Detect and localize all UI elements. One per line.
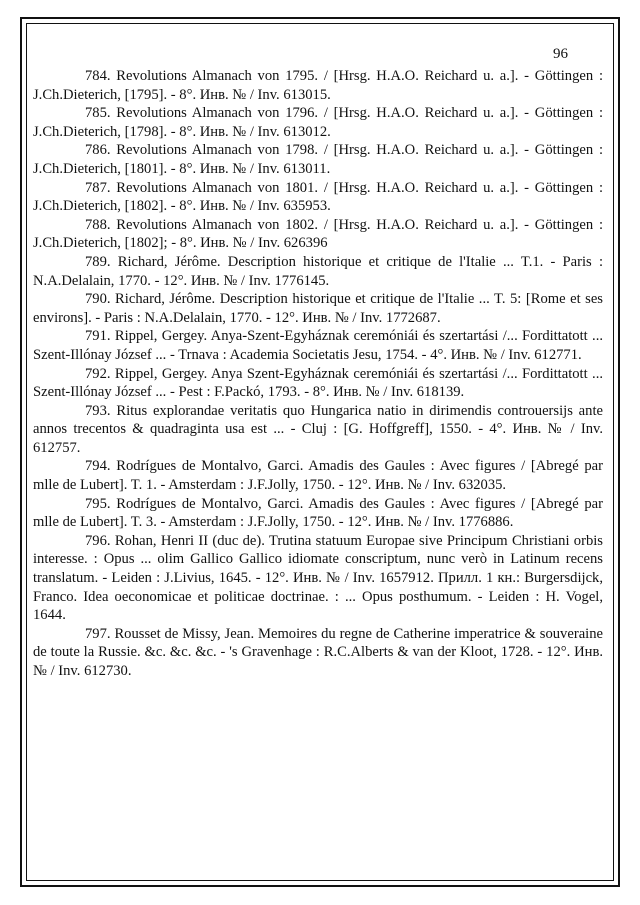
- catalog-entry: 785. Revolutions Almanach von 1796. / [Hrsg. H.A.O. Reichard u. a.]. - Göttingen : J.Ch.Dieterich, [1798]. - 8°. Инв. № / Inv. 613012.: [33, 105, 603, 140]
- catalog-entry: 794. Rodrígues de Montalvo, Garci. Amadis des Gaules : Avec figures / [Abregé par mlle de Lubert]. T. 1. - Amsterdam : J.F.Jolly, 1750. - 12°. Инв. № / Inv. 632035.: [33, 458, 603, 494]
- catalog-entry: 790. Richard, Jérôme. Description historique et critique de l'Italie ... T. 5: [Rome et ses environs]. - Paris : N.A.Delalain, 1770. - 12°. Инв. № / Inv. 1772687.: [33, 291, 603, 326]
- catalog-entry: 789. Richard, Jérôme. Description historique et critique de l'Italie ... T.1. - Paris : N.A.Delalain, 1770. - 12°. Инв. № / Inv. 1776145.: [33, 253, 603, 289]
- catalog-entry: 795. Rodrígues de Montalvo, Garci. Amadis des Gaules : Avec figures / [Abregé par mlle de Lubert]. T. 3. - Amsterdam : J.F.Jolly, 1750. - 12°. Инв. № / Inv. 1776886.: [33, 495, 603, 531]
- catalog-entries: [33, 67, 603, 681]
- catalog-entry: 796. Rohan, Henri II (duc de). Trutina statuum Europae sive Principum Christiani orbis interesse. : Opus ... olim Gallico Gallico idiomate conscriptum, nunc verò in Latinum recens translatum. - Leiden : J.Livius, 1645. - 12°. Инв. № / Inv. 1657912. Прилл. 1 кн.: Burgersdijck, Franco. Idea oeconomicae et politicae doctrinae. : ... Opus posthumum. - Leiden : H. Vogel, 1644.: [33, 532, 603, 624]
- catalog-entry: 797. Rousset de Missy, Jean. Memoires du regne de Catherine imperatrice & souveraine de toute la Russie. &c. &c. &c. - 's Gravenhage : R.C.Alberts & van der Kloot, 1728. - 12°. Инв. № / Inv. 612730.: [33, 625, 603, 679]
- catalog-entry: 791. Rippel, Gergey. Anya-Szent-Egyháznak ceremóniái és szertartási /... Fordittatott ... Szent-Illónay József ... - Trnava : Academia Societatis Jesu, 1754. - 4°. Инв. № / Inv. 612771.: [33, 328, 603, 363]
- catalog-entry: 784. Revolutions Almanach von 1795. / [Hrsg. H.A.O. Reichard u. a.]. - Göttingen : J.Ch.Dieterich, [1795]. - 8°. Инв. № / Inv. 613015.: [33, 68, 603, 103]
- catalog-entry: 787. Revolutions Almanach von 1801. / [Hrsg. H.A.O. Reichard u. a.]. - Göttingen : J.Ch.Dieterich, [1802]. - 8°. Инв. № / Inv. 635953.: [33, 179, 603, 215]
- catalog-entry: 788. Revolutions Almanach von 1802. / [Hrsg. H.A.O. Reichard u. a.]. - Göttingen : J.Ch.Dieterich, [1802]; - 8°. Инв. № / Inv. 626396: [33, 216, 603, 252]
- page-number: 96: [553, 46, 568, 62]
- catalog-entry: 786. Revolutions Almanach von 1798. / [Hrsg. H.A.O. Reichard u. a.]. - Göttingen : J.Ch.Dieterich, [1801]. - 8°. Инв. № / Inv. 613011.: [33, 142, 603, 177]
- catalog-entry: 793. Ritus explorandae veritatis quo Hungarica natio in dirimendis controuersijs ante annos trecentos & quadraginta usa est ... - Cluj : [G. Hoffgreff], 1550. - 4°. Инв. № / Inv. 612757.: [33, 402, 603, 456]
- catalog-entry: 792. Rippel, Gergey. Anya Szent-Egyháznak ceremóniái és szertartási /... Fordittatott ... Szent-Illónay József ... - Pest : F.Packó, 1793. - 8°. Инв. № / Inv. 618139.: [33, 365, 603, 401]
